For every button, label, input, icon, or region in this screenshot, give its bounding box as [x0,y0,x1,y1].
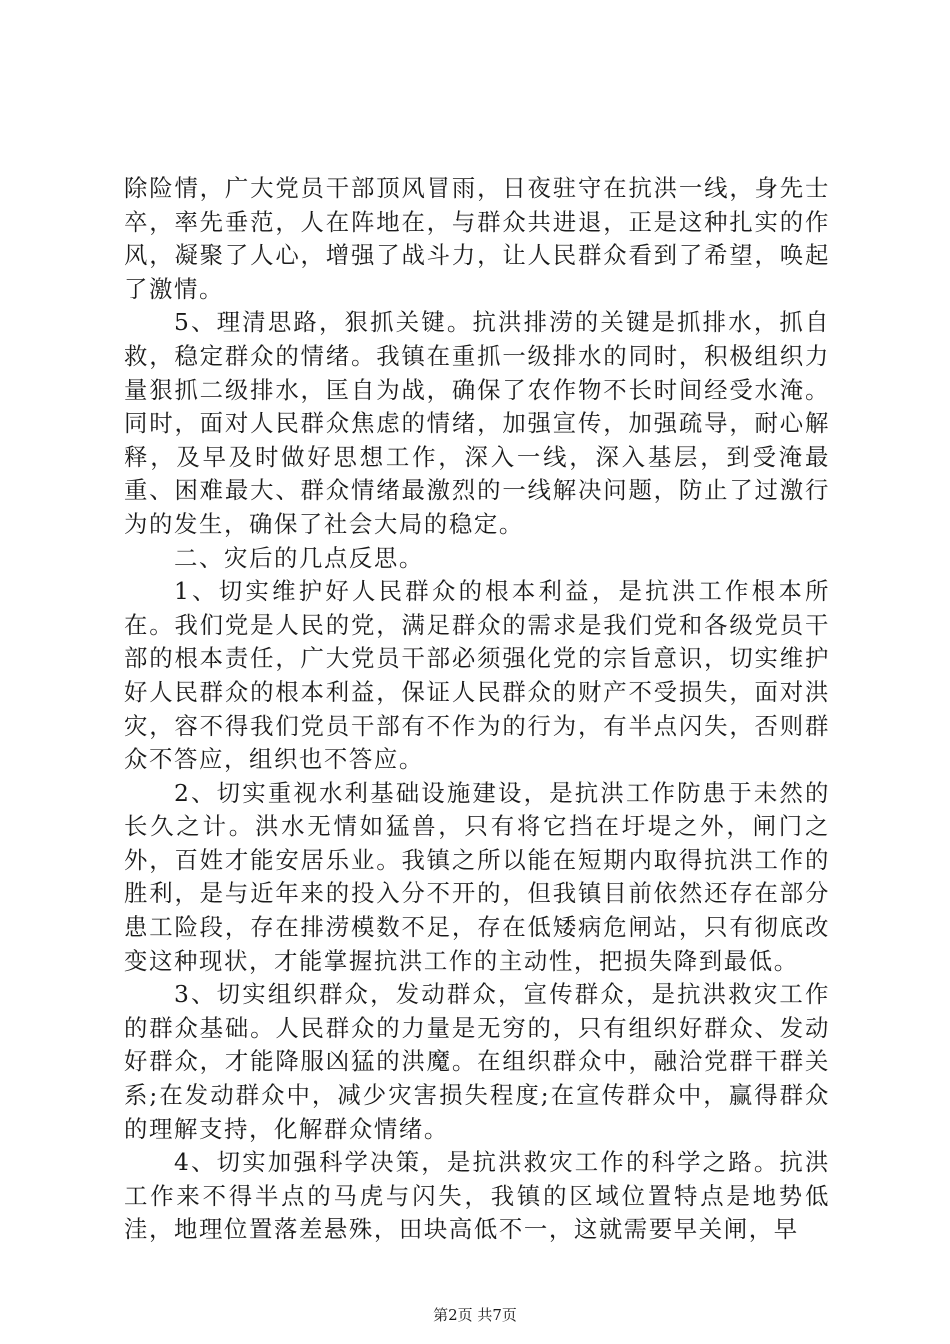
document-body [124,172,830,1247]
paragraph-reflection-4: 4、切实加强科学决策，是抗洪救灾工作的科学之路。抗洪工作来不得半点的马虎与闪失，我镇的区域位置特点是地势低洼，地理位置落差悬殊，田块高低不一，这就需要早关闸，早 [124,1148,830,1244]
page-number-footer: 第2页 共7页 [433,1306,517,1324]
paragraph-point-5: 5、理清思路，狠抓关键。抗洪排涝的关键是抓排水，抓自救，稳定群众的情绪。我镇在重抓一级排水的同时，积极组织力量狠抓二级排水，匡自为战，确保了农作物不长时间经受水淹。同时，面对人民群众焦虑的情绪，加强宣传，加强疏导，耐心解释，及早及时做好思想工作，深入一线，深入基层，到受淹最重、困难最大、群众情绪最激烈的一线解决问题，防止了过激行为的发生，确保了社会大局的稳定。 [124,308,830,538]
section-heading-reflections: 二、灾后的几点反思。 [174,543,424,572]
paragraph-continuation: 除险情，广大党员干部顶风冒雨，日夜驻守在抗洪一线，身先士卒，率先垂范，人在阵地在，与群众共进退，正是这种扎实的作风，凝聚了人心，增强了战斗力，让人民群众看到了希望，唤起了激情。 [124,174,830,303]
paragraph-reflection-1: 1、切实维护好人民群众的根本利益，是抗洪工作根本所在。我们党是人民的党，满足群众的需求是我们党和各级党员干部的根本责任，广大党员干部必须强化党的宗旨意识，切实维护好人民群众的根本利益，保证人民群众的财产不受损失，面对洪灾，容不得我们党员干部有不作为的行为，有半点闪失，否则群众不答应，组织也不答应。 [124,577,830,774]
paragraph-reflection-3: 3、切实组织群众，发动群众，宣传群众，是抗洪救灾工作的群众基础。人民群众的力量是无穷的，只有组织好群众、发动好群众，才能降服凶猛的洪魔。在组织群众中，融洽党群干群关系;在发动群众中，减少灾害损失程度;在宣传群众中，赢得群众的理解支持，化解群众情绪。 [124,980,830,1143]
paragraph-reflection-2: 2、切实重视水利基础设施建设，是抗洪工作防患于未然的长久之计。洪水无情如猛兽，只有将它挡在圩堤之外，闸门之外，百姓才能安居乐业。我镇之所以能在短期内取得抗洪工作的胜利，是与近年来的投入分不开的，但我镇目前依然还存在部分患工险段，存在排涝模数不足，存在低矮病危闸站，只有彻底改变这种现状，才能掌握抗洪工作的主动性，把损失降到最低。 [124,778,830,975]
